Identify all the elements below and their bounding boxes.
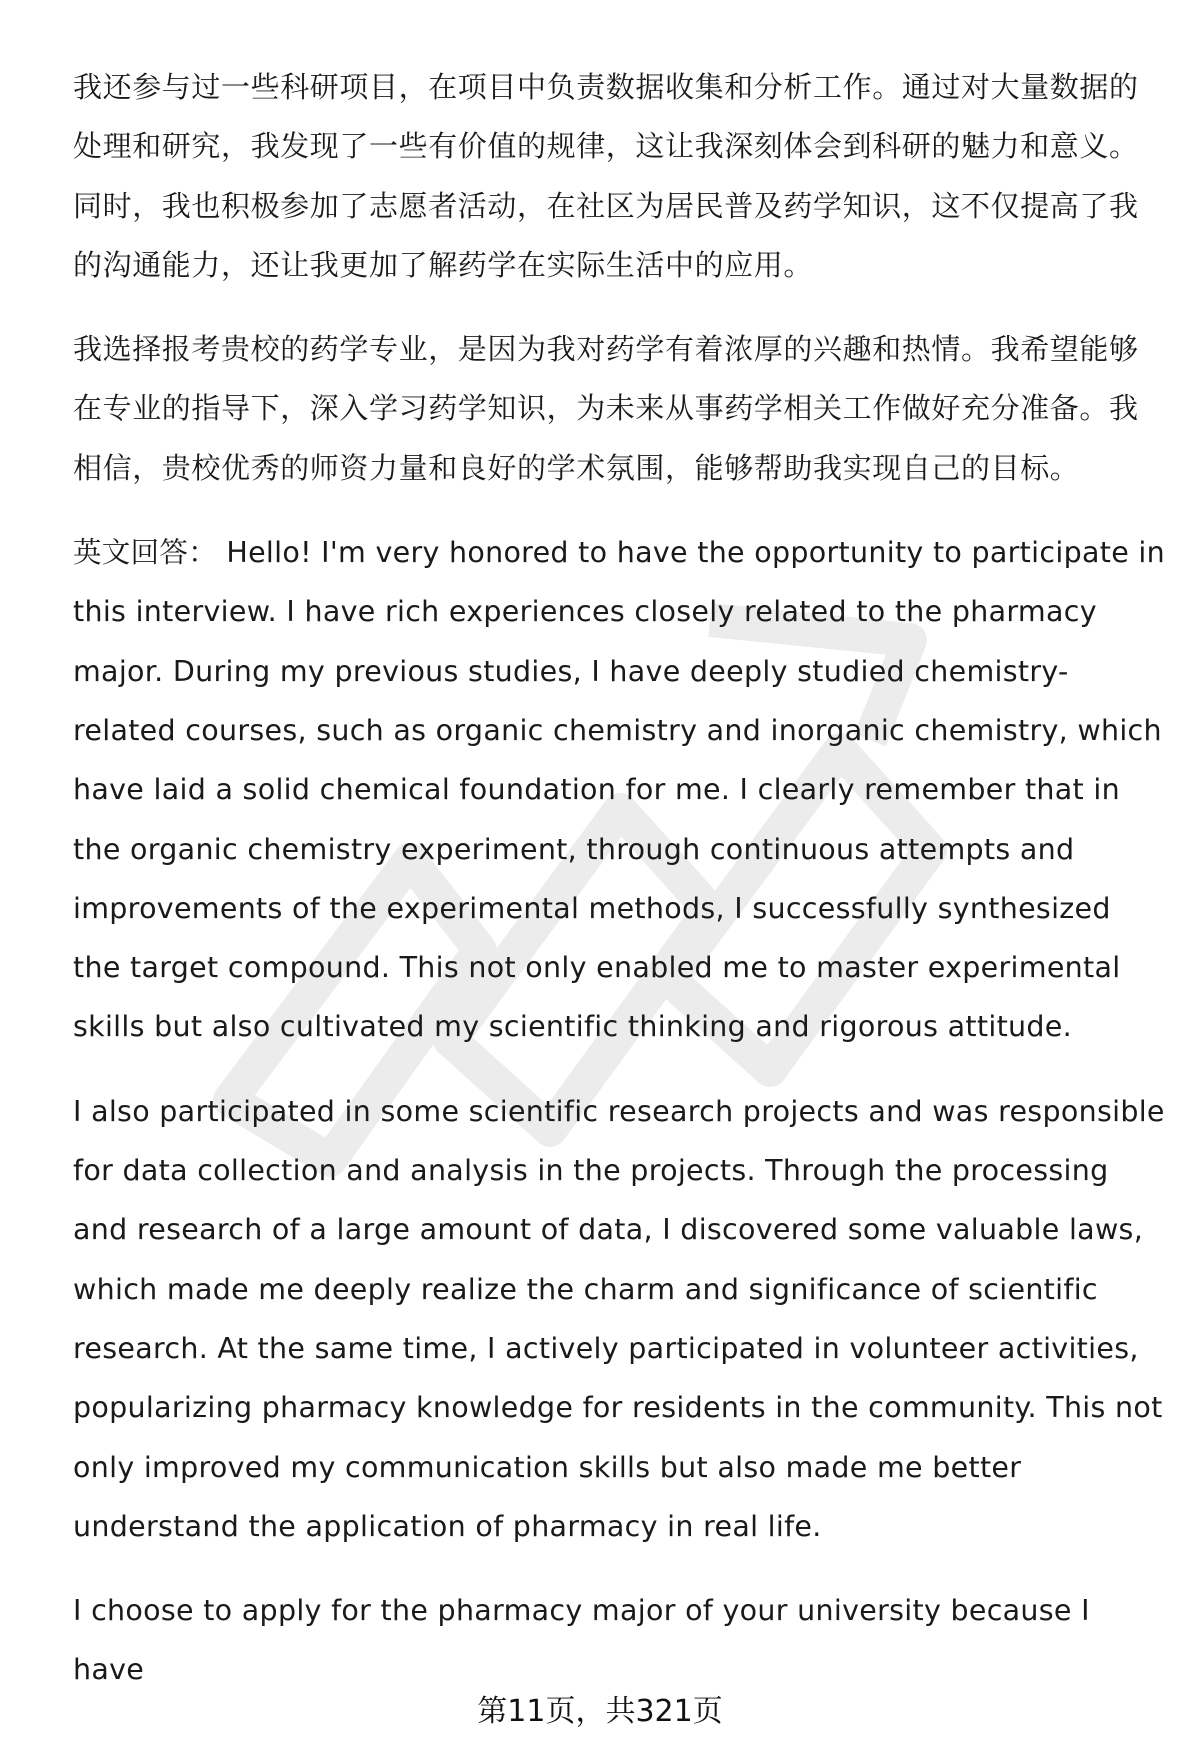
paragraph-research-zh: 我还参与过一些科研项目，在项目中负责数据收集和分析工作。通过对大量数据的处理和研究，我发现了一些有价值的规律，这让我深刻体会到科研的魅力和意义。同时，我也积极参加了志愿者活动，在社区为居民普及药学知识，这不仅提高了我的沟通能力，还让我更加了解药学在实际生活中的应用。	[73, 70, 1139, 282]
paragraph-english-research: I also participated in some scientific research projects and was responsible for data collection and analysis in the projects. Through the processing and research of a large amount of data, I discovered some valuable laws, which made me deeply realize the charm and significance of scientific research. At the same time, I actively participated in volunteer activities, popularizing pharmacy knowledge for residents in the community. This not only improved my communication skills but also made me better understand the application of pharmacy in real life.	[73, 1094, 1165, 1543]
paragraph-english-motivation: I choose to apply for the pharmacy major of your university because I have	[73, 1594, 1090, 1687]
page-number: 第11页，共321页	[477, 1694, 723, 1729]
document-body	[73, 58, 1165, 1725]
paragraph-english-answer-intro: 英文回答： Hello! I'm very honored to have the opportunity to participate in this interview. I have rich experiences closely related to the pharmacy major. During my previous studies, I have deeply studied chemistry-related courses, such as organic chemistry and inorganic chemistry, which have laid a solid chemical foundation for me. I clearly remember that in the organic chemistry experiment, through continuous attempts and improvements of the experimental methods, I successfully synthesized the target compound. This not only enabled me to master experimental skills but also cultivated my scientific thinking and rigorous attitude.	[73, 536, 1165, 1044]
paragraph-motivation-zh: 我选择报考贵校的药学专业，是因为我对药学有着浓厚的兴趣和热情。我希望能够在专业的指导下，深入学习药学知识，为未来从事药学相关工作做好充分准备。我相信，贵校优秀的师资力量和良好的学术氛围，能够帮助我实现自己的目标。	[73, 332, 1139, 485]
